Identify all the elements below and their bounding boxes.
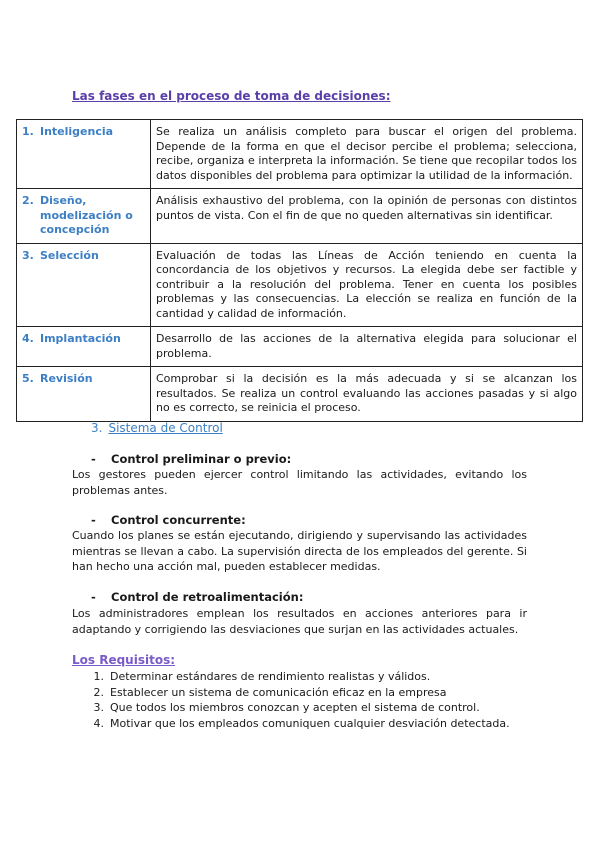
- list-item: [72, 700, 510, 716]
- phase-name-cell: [17, 327, 151, 367]
- phases-table: [16, 119, 583, 422]
- phase-description: Evaluación de todas las Líneas de Acción teniendo en cuenta la concordancia de los objetivos y recursos. La elegida debe ser factible y contribuir a la resolución del problema. Tener en cuenta los posibles problemas y las consecuencias. La elección se realiza en función de la cantidad y calidad de información.: [151, 243, 583, 327]
- control-paragraph: Los administradores emplean los resultados en acciones anteriores para ir adaptando y corrigiendo las desviaciones que surjan en las actividades actuales.: [72, 607, 527, 636]
- control-subheading: [91, 513, 246, 527]
- control-title: Control preliminar o previo:: [111, 452, 292, 466]
- phase-name: Inteligencia: [40, 125, 114, 138]
- phase-name: Revisión: [40, 372, 93, 385]
- phase-number: 1.: [22, 125, 34, 138]
- phase-number: 5.: [22, 372, 34, 385]
- phase-number: 2.: [22, 194, 34, 207]
- section-number: 3.: [91, 421, 103, 435]
- control-subheading: [91, 590, 303, 604]
- control-subheading: [91, 452, 291, 466]
- dash-bullet: -: [91, 452, 96, 466]
- phase-number: 4.: [22, 332, 34, 345]
- control-title: Control de retroalimentación:: [111, 590, 304, 604]
- phase-name: Selección: [40, 248, 99, 262]
- list-number: 1.: [93, 670, 104, 683]
- phase-name-cell: [17, 189, 151, 244]
- table-row: [17, 189, 583, 244]
- requirements-list: [72, 669, 510, 731]
- list-item: [72, 669, 510, 685]
- table-row: [17, 243, 583, 327]
- phase-name: Diseño, modelización o concepción: [40, 194, 133, 236]
- phase-name-cell: [17, 243, 151, 327]
- list-number: 3.: [93, 701, 104, 714]
- phase-name-cell: [17, 367, 151, 422]
- page-title: Las fases en el proceso de toma de decisiones:: [72, 89, 391, 103]
- table-row: [17, 120, 583, 189]
- dash-bullet: -: [91, 513, 96, 527]
- dash-bullet: -: [91, 590, 96, 604]
- list-number: 4.: [93, 716, 104, 730]
- list-item: [72, 685, 510, 701]
- phase-description: Comprobar si la decisión es la más adecuada y si se alcanzan los resultados. Se realiza un control evaluando las acciones pasadas y si algo no es correcto, se reinicia el proceso.: [151, 367, 583, 422]
- phase-name-cell: [17, 120, 151, 189]
- list-text: Que todos los miembros conozcan y acepten el sistema de control.: [110, 701, 480, 714]
- table-row: [17, 367, 583, 422]
- phase-description: Análisis exhaustivo del problema, con la opinión de personas con distintos puntos de vista. Con el fin de que no queden alternativas sin identificar.: [151, 189, 583, 244]
- table-row: [17, 327, 583, 367]
- list-text: Determinar estándares de rendimiento realistas y válidos.: [110, 670, 431, 683]
- phase-number: 3.: [22, 248, 34, 262]
- section-title: Sistema de Control: [108, 421, 223, 435]
- list-text: Establecer un sistema de comunicación eficaz en la empresa: [110, 685, 447, 699]
- list-number: 2.: [93, 685, 104, 699]
- phase-description: Se realiza un análisis completo para buscar el origen del problema. Depende de la forma en que el decisor percibe el problema; selecciona, recibe, organiza e interpreta la información. Se tiene que recopilar todos los datos disponibles del problema para optimizar la utilidad de la información.: [151, 120, 583, 189]
- list-item: [72, 716, 510, 732]
- control-title: Control concurrente:: [111, 513, 246, 527]
- requirements-heading: Los Requisitos:: [72, 653, 176, 667]
- control-section-heading: [91, 421, 223, 435]
- list-text: Motivar que los empleados comuniquen cualquier desviación detectada.: [110, 716, 510, 730]
- phase-name: Implantación: [40, 332, 121, 345]
- control-paragraph: Cuando los planes se están ejecutando, dirigiendo y supervisando las actividades mientras se llevan a cabo. La supervisión directa de los empleados del gerente. Si han hecho una acción mal, pueden establecer medidas.: [72, 529, 527, 573]
- phase-description: Desarrollo de las acciones de la alternativa elegida para solucionar el problema.: [151, 327, 583, 367]
- control-paragraph: Los gestores pueden ejercer control limitando las actividades, evitando los problemas antes.: [72, 468, 527, 497]
